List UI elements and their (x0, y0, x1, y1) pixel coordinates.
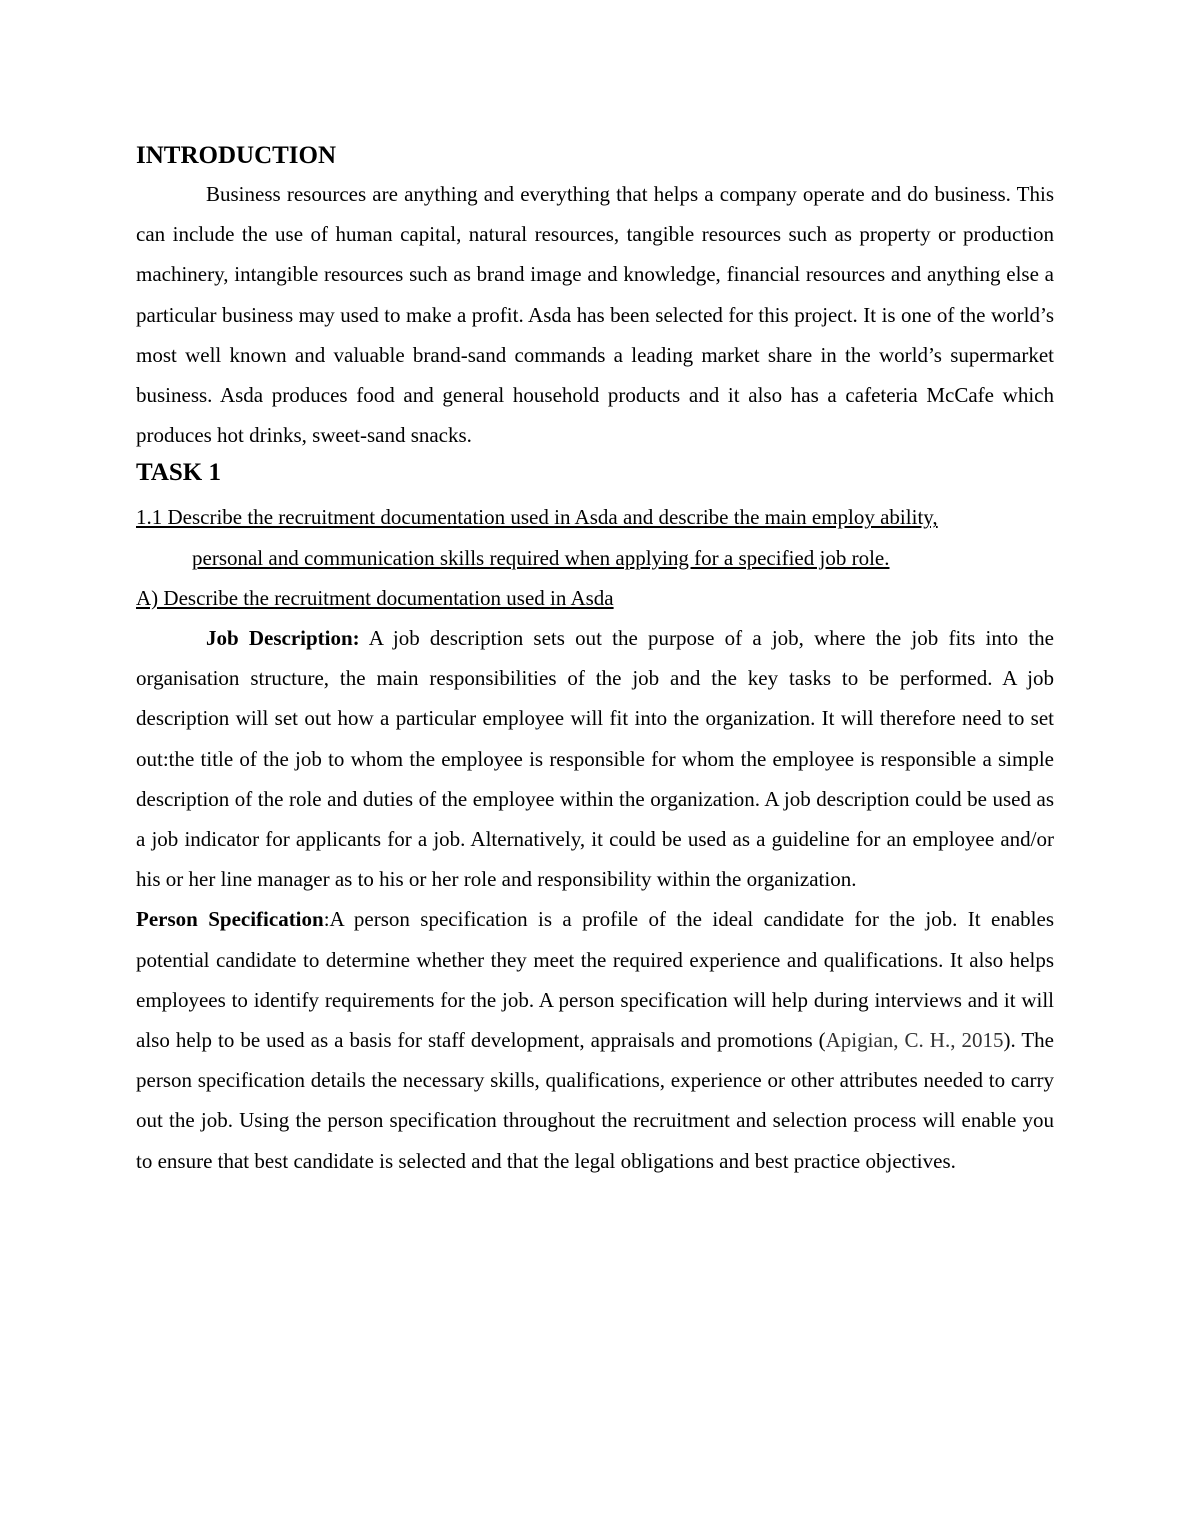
task1-question-line2: personal and communication skills required when applying for a specified job role. (192, 545, 890, 570)
task1-sub-question: A) Describe the recruitment documentation used in Asda (136, 585, 614, 610)
citation: Apigian, C. H., 2015 (825, 1028, 1004, 1053)
job-description-paragraph (136, 618, 1054, 899)
document-page (136, 138, 1054, 1181)
task1-question-line1: 1.1 Describe the recruitment documentation used in Asda and describe the main employ ability, (136, 505, 938, 530)
job-description-label: Job Description: (206, 626, 360, 651)
person-specification-text-before: :A person specification is a profile of the ideal candidate for the job. It enables potential candidate to determine whether they meet the required experience and qualifications. It also helps employees to identify requirements for the job. A person specification will help during interviews and it will also help to be used as a basis for staff development, appraisals and promotions ( (136, 907, 1054, 1053)
person-specification-text-after: ). The person specification details the necessary skills, qualifications, experience or other attributes needed to carry out the job. Using the person specification throughout the recruitment and selection process will enable you to ensure that best candidate is selected and that the legal obligations and best practice objectives. (136, 1028, 1055, 1173)
introduction-heading: INTRODUCTION (136, 142, 337, 169)
person-specification-label: Person Specification (136, 907, 324, 932)
job-description-text: A job description sets out the purpose of a job, where the job fits into the organisation structure, the main responsibilities of the job and the key tasks to be performed. A job description will set out how a particular employee will fit into the organization. It will therefore need to set out:the title of the job to whom the employee is responsible for whom the employee is responsible a simple description of the role and duties of the employee within the organization. A job description could be used as a job indicator for applicants for a job. Alternatively, it could be used as a guideline for an employee and/or his or her line manager as to his or her role and responsibility within the organization. (136, 626, 1054, 892)
person-specification-paragraph (136, 899, 1054, 1180)
task1-heading: TASK 1 (136, 459, 221, 487)
introduction-paragraph: Business resources are anything and everything that helps a company operate and do business. This can include the use of human capital, natural resources, tangible resources such as property or production machinery, intangible resources such as brand image and knowledge, financial resources and anything else a particular business may used to make a profit. Asda has been selected for this project. It is one of the world’s most well known and valuable brand-sand commands a leading market share in the world’s supermarket business. Asda produces food and general household products and it also has a cafeteria McCafe which produces hot drinks, sweet-sand snacks. (136, 182, 1054, 448)
task1-question (136, 497, 1054, 577)
